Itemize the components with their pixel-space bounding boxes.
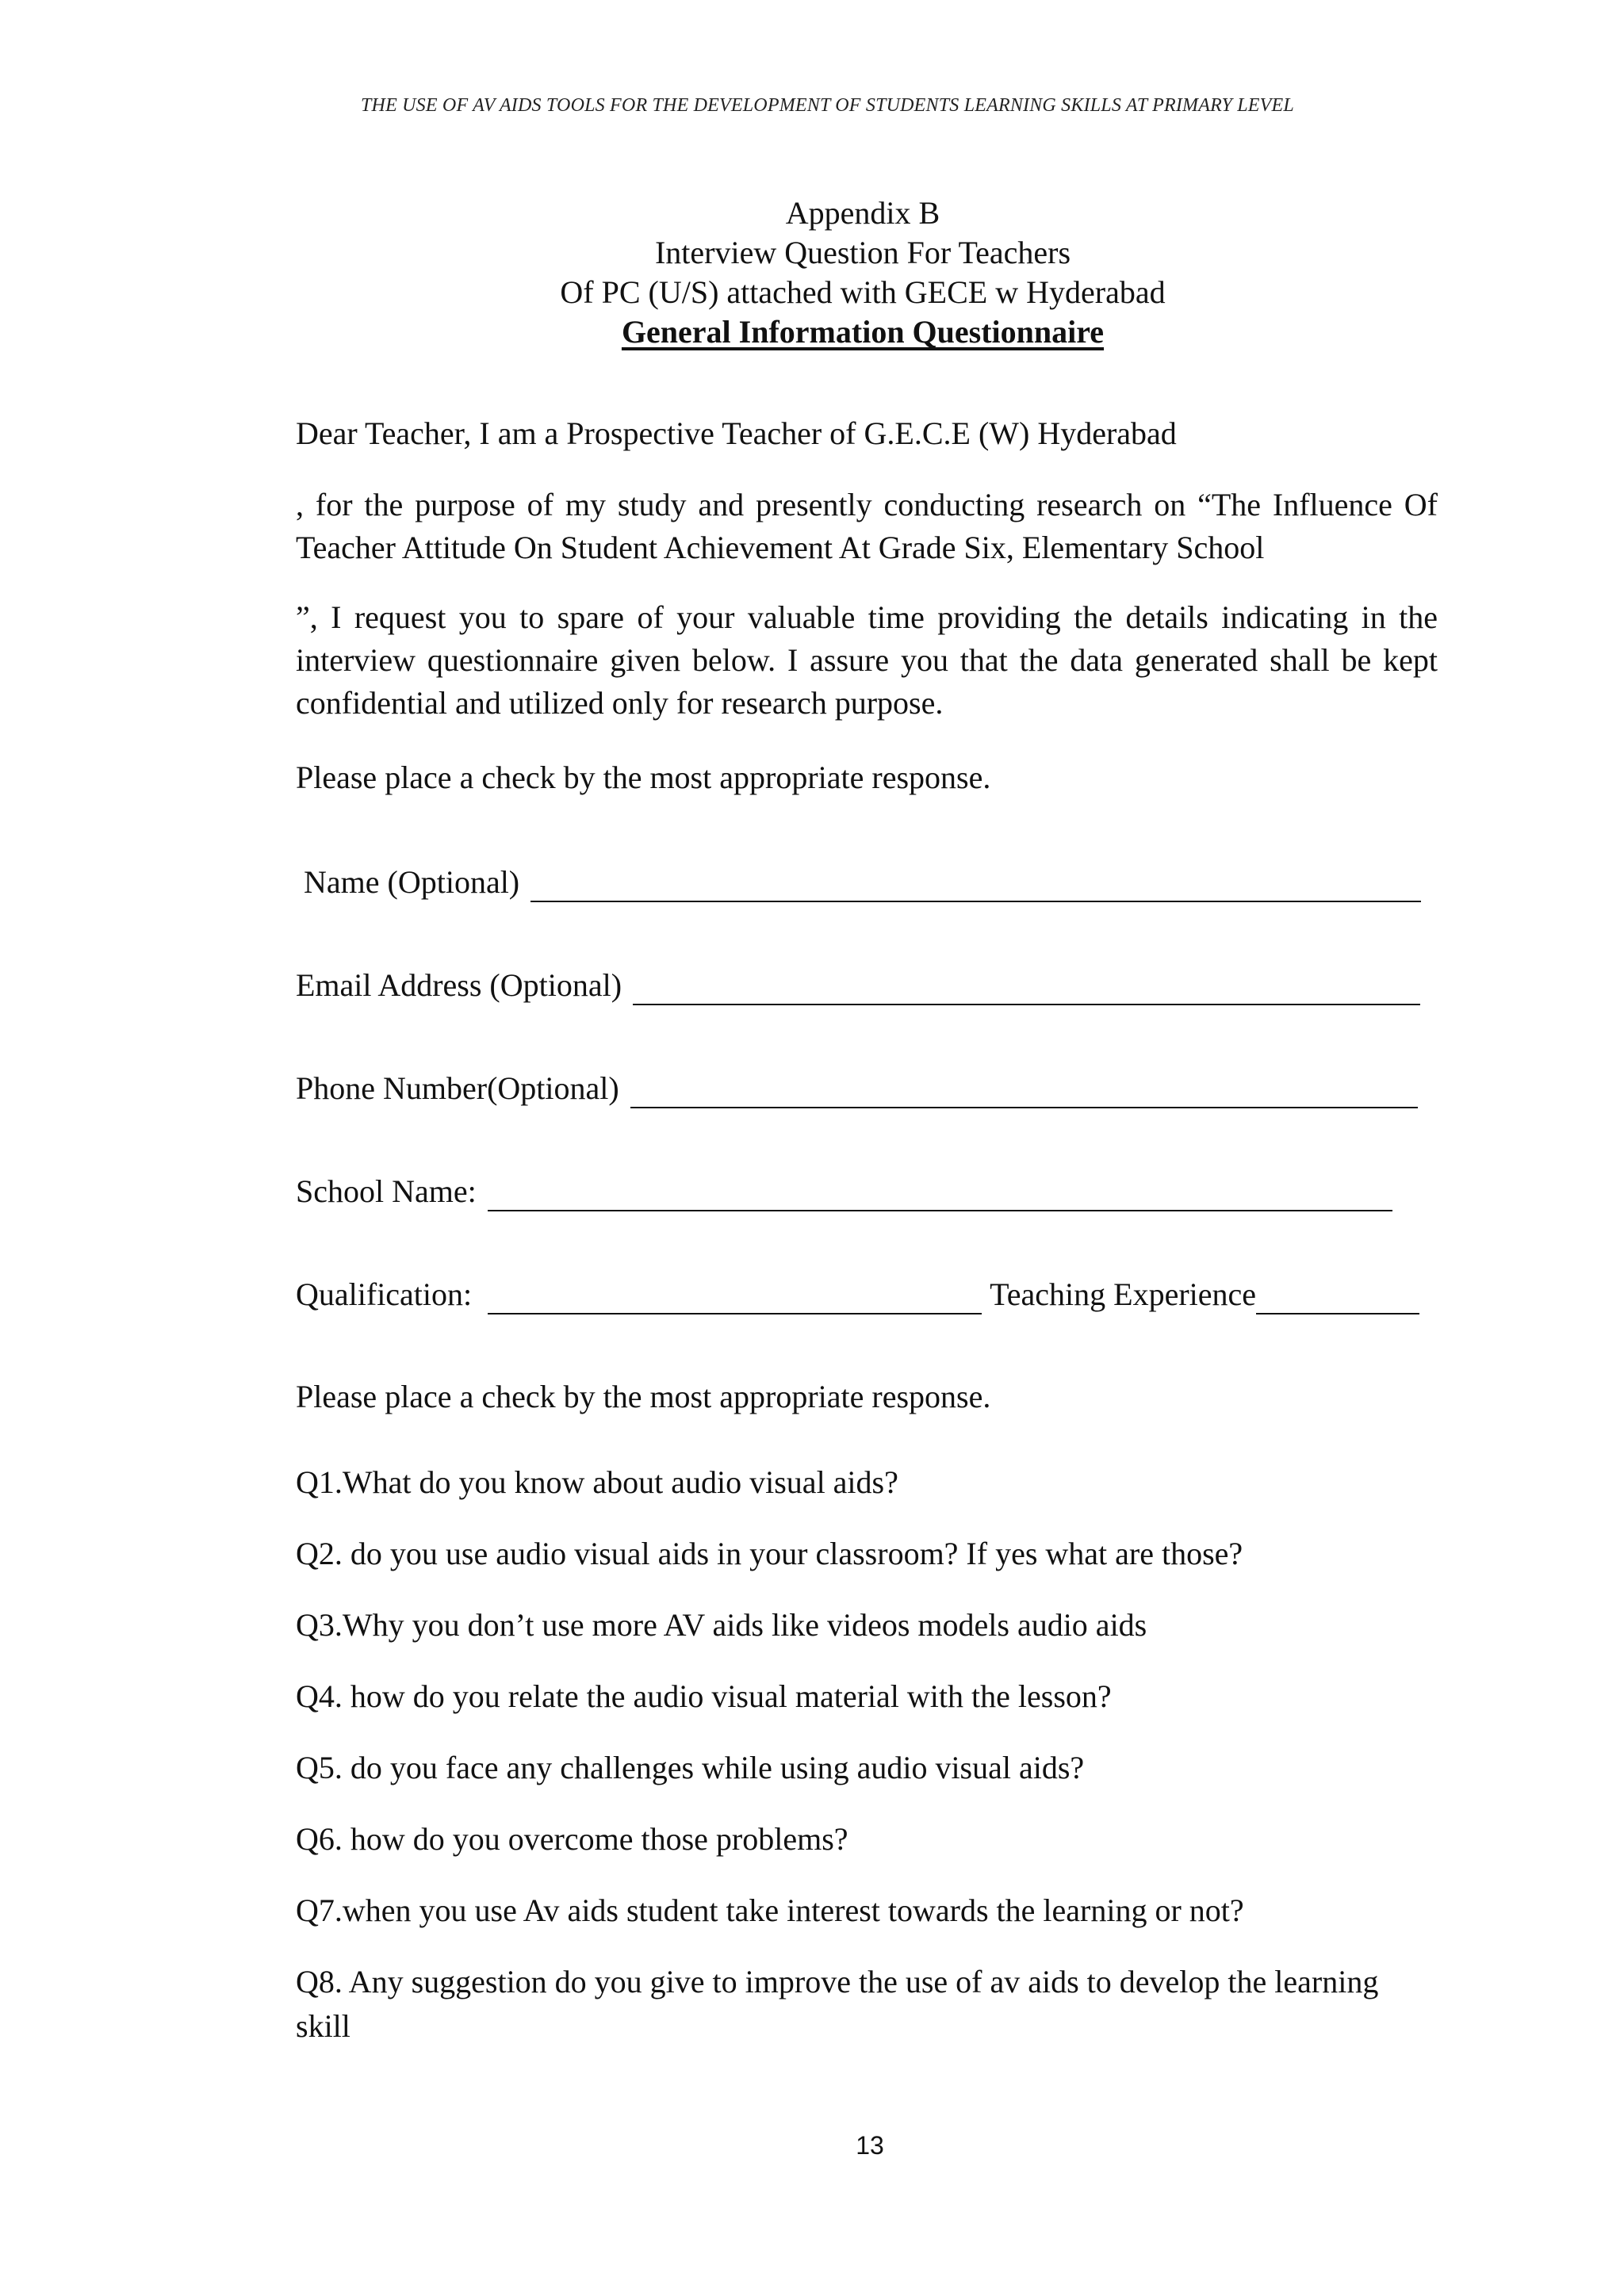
page-number: 13 (856, 2131, 884, 2160)
question-4: Q4. how do you relate the audio visual material with the lesson? (296, 1678, 1112, 1714)
question-3: Q3.Why you don’t use more AV aids like videos models audio aids (296, 1607, 1147, 1643)
phone-field[interactable] (296, 1069, 1418, 1108)
email-blank[interactable] (633, 974, 1420, 1005)
response-instruction: Please place a check by the most appropriate response. (296, 1379, 991, 1414)
intro-purpose: , for the purpose of my study and presently conducting research on “The Influence Of Teacher Attitude On Student Achievement At Grade Six, Elementary School (296, 487, 1438, 565)
question-8: Q8. Any suggestion do you give to improve the use of av aids to develop the learning skill (296, 1964, 1379, 2044)
school-label: School Name: (296, 1173, 477, 1209)
email-label: Email Address (Optional) (296, 967, 622, 1003)
institution-line: Of PC (U/S) attached with GECE w Hyderabad (560, 274, 1166, 310)
intro-request: ”, I request you to spare of your valuable time providing the details indicating in the interview questionnaire given below. I assure you that the data generated shall be kept confidential and utilized only for research purpose. (296, 599, 1438, 721)
interview-title: Interview Question For Teachers (654, 235, 1071, 270)
phone-blank[interactable] (630, 1077, 1418, 1108)
question-1: Q1.What do you know about audio visual aids? (296, 1464, 898, 1500)
question-5: Q5. do you face any challenges while using audio visual aids? (296, 1750, 1085, 1785)
question-7: Q7.when you use Av aids student take interest towards the learning or not? (296, 1892, 1244, 1928)
appendix-label: Appendix B (785, 195, 940, 231)
question-6: Q6. how do you overcome those problems? (296, 1821, 848, 1857)
running-header: THE USE OF AV AIDS TOOLS FOR THE DEVELOPMENT OF STUDENTS LEARNING SKILLS AT PRIMARY LEVEL (361, 95, 1294, 116)
name-blank[interactable] (530, 871, 1421, 902)
experience-blank[interactable] (1256, 1283, 1419, 1314)
question-2: Q2. do you use audio visual aids in your classroom? If yes what are those? (296, 1536, 1243, 1571)
title-block (0, 193, 1624, 352)
section-heading: General Information Questionnaire (621, 314, 1105, 350)
school-blank[interactable] (488, 1180, 1392, 1211)
experience-label: Teaching Experience (990, 1276, 1257, 1312)
school-field[interactable] (296, 1172, 1392, 1211)
intro-greeting: Dear Teacher, I am a Prospective Teacher of G.E.C.E (W) Hyderabad (296, 415, 1177, 451)
intro-instruction: Please place a check by the most appropriate response. (296, 760, 991, 795)
name-field[interactable] (304, 863, 1421, 902)
qualification-label: Qualification: (296, 1276, 473, 1312)
qualification-field[interactable] (296, 1275, 1419, 1314)
email-field[interactable] (296, 966, 1420, 1005)
phone-label: Phone Number(Optional) (296, 1070, 619, 1106)
name-label: Name (Optional) (304, 864, 520, 900)
qualification-blank[interactable] (488, 1283, 982, 1314)
